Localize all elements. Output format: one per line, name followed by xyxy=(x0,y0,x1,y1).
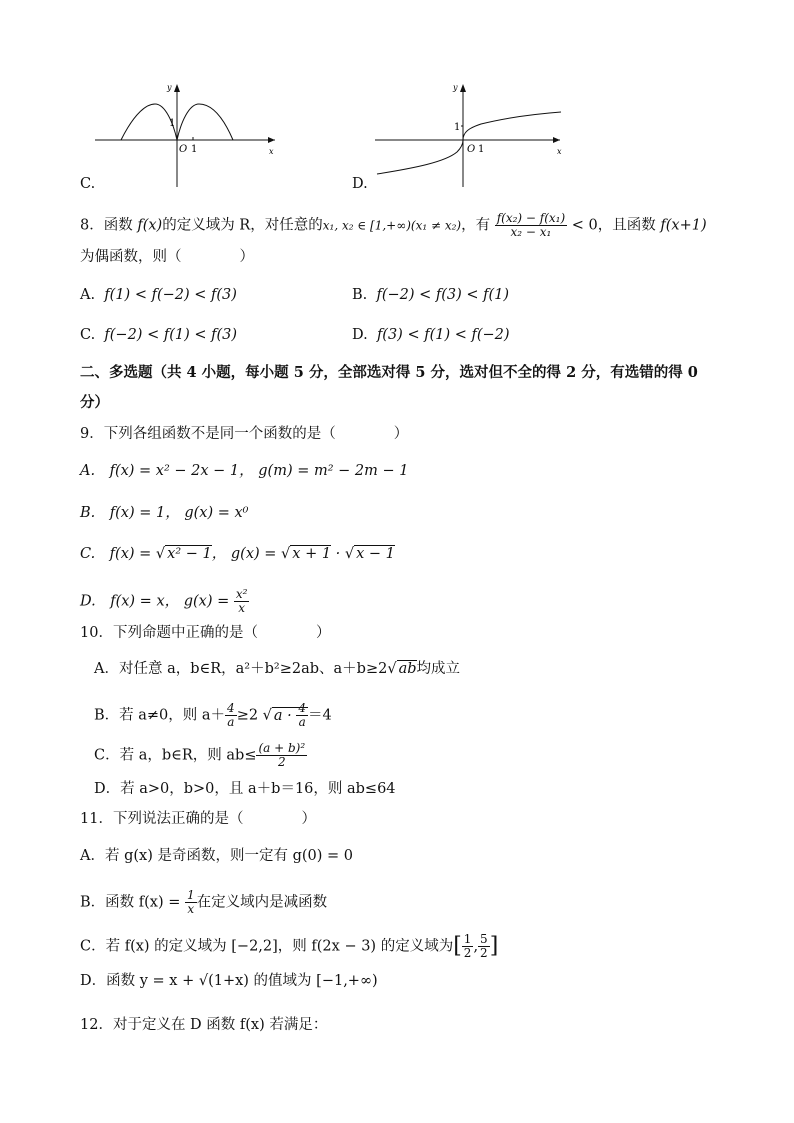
q12-stem: 12．对于定义在 D 函数 f(x) 若满足： xyxy=(80,1017,328,1033)
q9-option-b: B. f(x) = 1， g(x) = x⁰ xyxy=(80,505,249,521)
graph-d xyxy=(375,82,575,192)
graph-c xyxy=(95,82,295,192)
q10-option-d: D．若 a>0，b>0，且 a＋b＝16，则 ab≤64 xyxy=(94,781,396,797)
graph-d-x-label: x xyxy=(557,147,562,156)
graph-d-tick-y: 1 xyxy=(454,122,461,133)
q10-option-b: B．若 a≠0，则 a＋ $\frac{4}{a}$ ≥2 √ a · $\frac{4}{a}$ ＝4 xyxy=(94,701,332,729)
q8-option-a: A. f(1) < f(−2) < f(3) xyxy=(80,287,237,303)
q11-option-d: D．函数 y = x + √(1+x) 的值域为 [−1,+∞) xyxy=(80,973,378,989)
q9-stem: 9．下列各组函数不是同一个函数的是（ ） xyxy=(80,426,409,442)
q9-option-a: A. f(x) = x² − 2x − 1， g(m) = m² − 2m − 1 xyxy=(80,463,409,479)
section-heading: 二、多选题（共 4 小题，每小题 5 分，全部选对得 5 分，选对但不全的得 2 分，有选错的得 0 xyxy=(80,364,698,381)
q8-stem: 8．函数 f(x)的定义域为 R，对任意的x₁, x₂ ∈ [1,+∞)(x₁ ≠ x₂)，有 $\frac{\text{f(x₂) − f(x₁)}}{\text{x₂ − x₁}}$ < 0，且函数 f(x+1) xyxy=(80,211,707,239)
graph-c-origin: O xyxy=(179,144,188,155)
graph-c-y-label: y xyxy=(167,83,172,92)
q11-stem: 11．下列说法正确的是（ ） xyxy=(80,811,316,827)
graph-c-tick-x: 1 xyxy=(191,144,198,155)
q9-option-d: D. f(x) = x， g(x) = $\frac{\text{x²}}{x}$ xyxy=(80,587,248,615)
q11-option-b: B．函数 f(x) = $\frac{1}{x}$ 在定义域内是减函数 xyxy=(80,888,328,916)
q10-option-c: C．若 a，b∈R，则 ab≤ $\frac{\text{(a + b)²}}{2}$ xyxy=(94,741,306,769)
graph-d-tick-x: 1 xyxy=(478,144,485,155)
graph-c-label: C. xyxy=(80,176,96,192)
q8-option-b: B. f(−2) < f(3) < f(1) xyxy=(352,287,510,303)
graph-c-x-label: x xyxy=(269,147,274,156)
q10-option-a: A．对任意 a，b∈R，a²＋b²≥2ab、a＋b≥2√ ab均成立 xyxy=(94,661,461,677)
q11-option-c: C．若 f(x) 的定义域为 [−2,2]，则 f(2x − 3) 的定义域为[ $\frac{1}{2}$ , $\frac{5}{2}$ ] xyxy=(80,932,499,960)
q9-option-c: C. f(x) = √ x² − 1， g(x) = √ x + 1 · √ x − 1 xyxy=(80,546,395,562)
q11-option-a: A．若 g(x) 是奇函数，则一定有 g(0) = 0 xyxy=(80,848,353,864)
graph-d-label: D. xyxy=(352,176,368,192)
q8-option-d: D. f(3) < f(1) < f(−2) xyxy=(352,327,510,343)
q8-option-c: C. f(−2) < f(1) < f(3) xyxy=(80,327,238,343)
graph-c-tick-y: 1 xyxy=(169,118,176,129)
q10-stem: 10．下列命题中正确的是（ ） xyxy=(80,625,331,641)
section-heading-line2: 分） xyxy=(80,394,109,411)
graph-d-origin: O xyxy=(467,144,476,155)
q8-stem-line2: 为偶函数，则（ ） xyxy=(80,249,254,265)
graph-d-y-label: y xyxy=(453,83,458,92)
